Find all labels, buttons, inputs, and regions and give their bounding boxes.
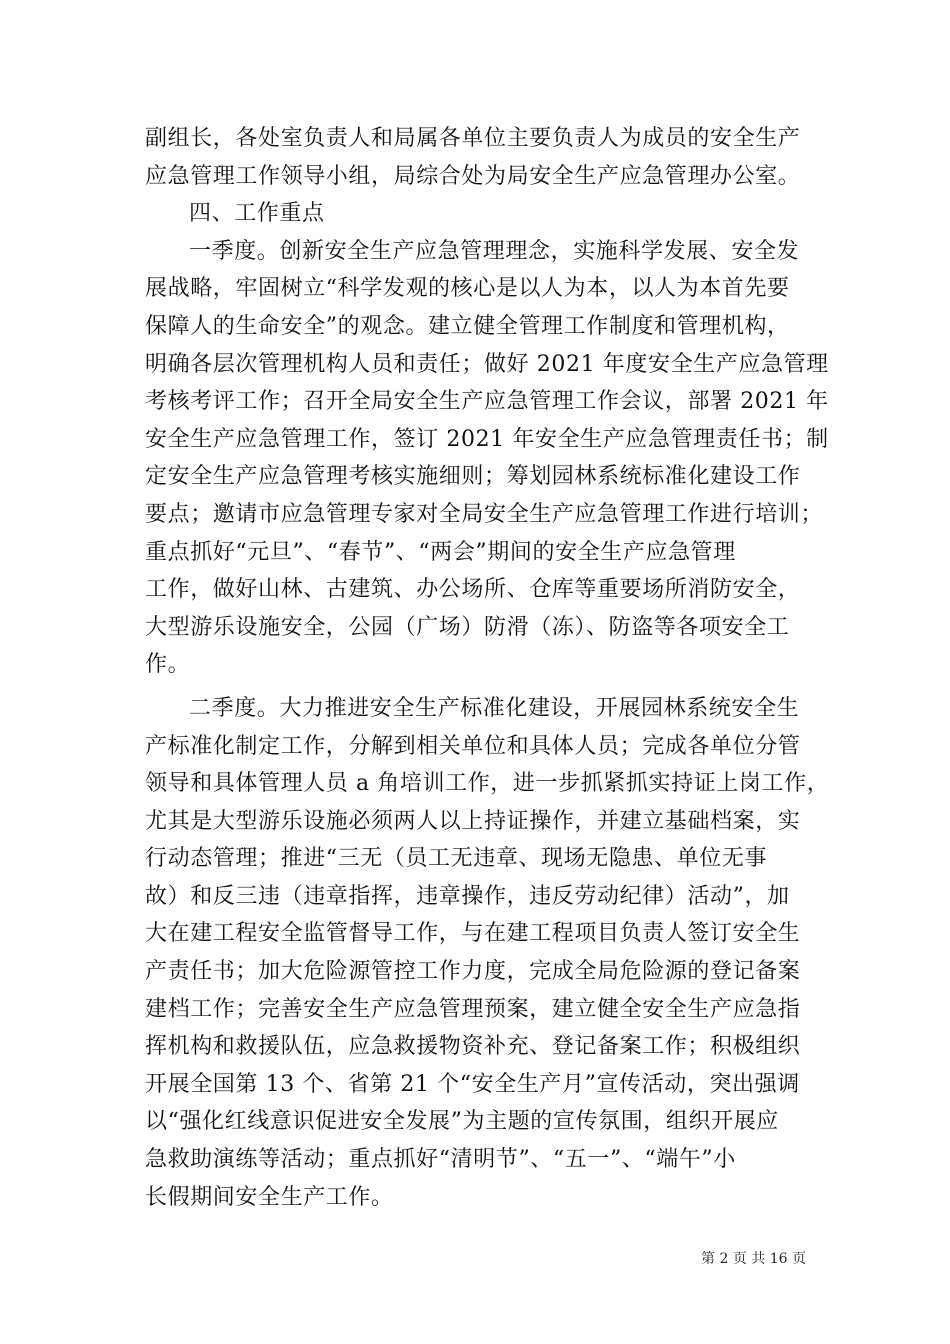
paragraph-line: 定安全生产应急管理考核实施细则；筹划园林系统标准化建设工作 [145, 464, 801, 490]
paragraph-line: 尤其是大型游乐设施必须两人以上持证操作，并建立基础档案，实 [145, 808, 801, 834]
paragraph-line: 以“强化红线意识促进安全发展”为主题的宣传氛围，组织开展应 [145, 1109, 779, 1135]
paragraph-line: 挥机构和救援队伍，应急救援物资补充、登记备案工作；积极组织 [145, 1034, 801, 1060]
paragraph-line: 工作，做好山林、古建筑、办公场所、仓库等重要场所消防安全， [145, 577, 801, 603]
paragraph-line: 应急管理工作领导小组，局综合处为局安全生产应急管理办公室。 [145, 163, 801, 189]
paragraph-line: 急救助演练等活动；重点抓好“清明节”、“五一”、“端午”小 [145, 1147, 736, 1173]
paragraph-line: 展战略，牢固树立“科学发观的核心是以人为本，以人为本首先要 [145, 276, 790, 302]
document-body [145, 120, 830, 1216]
paragraph [145, 233, 829, 684]
paragraph-line: 一季度。创新安全生产应急管理理念，实施科学发展、安全发 [189, 238, 800, 264]
paragraph [145, 690, 830, 1216]
paragraph-line: 建档工作；完善安全生产应急管理预案，建立健全安全生产应急指 [145, 996, 801, 1022]
paragraph-line: 开展全国第 13 个、省第 21 个“安全生产月”宣传活动，突出强调 [145, 1071, 800, 1097]
paragraph-line: 保障人的生命安全”的观念。建立健全管理工作制度和管理机构， [145, 313, 790, 339]
paragraph [145, 120, 817, 195]
paragraph-line: 副组长，各处室负责人和局属各单位主要负责人为成员的安全生产 [145, 126, 801, 151]
paragraph-line: 二季度。大力推进安全生产标准化建设，开展园林系统安全生 [189, 695, 800, 721]
paragraph-line: 大在建工程安全监管督导工作，与在建工程项目负责人签订安全生 [145, 921, 801, 947]
paragraph-line: 明确各层次管理机构人员和责任；做好 2021 年度安全生产应急管理 [145, 351, 829, 377]
paragraph-line: 作。 [145, 652, 191, 678]
paragraph-line: 故）和反三违（违章指挥，违章操作，违反劳动纪律）活动”，加 [145, 883, 790, 909]
paragraph-line: 产标准化制定工作，分解到相关单位和具体人员；完成各单位分管 [145, 733, 801, 759]
paragraph-line: 要点；邀请市应急管理专家对全局安全生产应急管理工作进行培训； [145, 501, 824, 527]
paragraph-line: 重点抓好“元旦”、“春节”、“两会”期间的安全生产应急管理 [145, 539, 736, 565]
paragraph-line: 大型游乐设施安全，公园（广场）防滑（冻）、防盗等各项安全工 [145, 614, 790, 640]
page-footer: 第 2 页 共 16 页 [701, 1251, 806, 1267]
paragraph [145, 195, 817, 233]
paragraph-line: 四、工作重点 [189, 201, 325, 227]
paragraph-line: 领导和具体管理人员 a 角培训工作，进一步抓紧抓实持证上岗工作， [145, 771, 830, 797]
paragraph-line: 行动态管理；推进“三无（员工无违章、现场无隐患、单位无事 [145, 846, 768, 872]
paragraph-line: 安全生产应急管理工作，签订 2021 年安全生产应急管理责任书；制 [145, 426, 829, 452]
paragraph-line: 长假期间安全生产工作。 [145, 1184, 394, 1210]
paragraph-line: 产责任书；加大危险源管控工作力度，完成全局危险源的登记备案 [145, 959, 801, 985]
paragraph-line: 考核考评工作；召开全局安全生产应急管理工作会议，部署 2021 年 [145, 389, 829, 415]
